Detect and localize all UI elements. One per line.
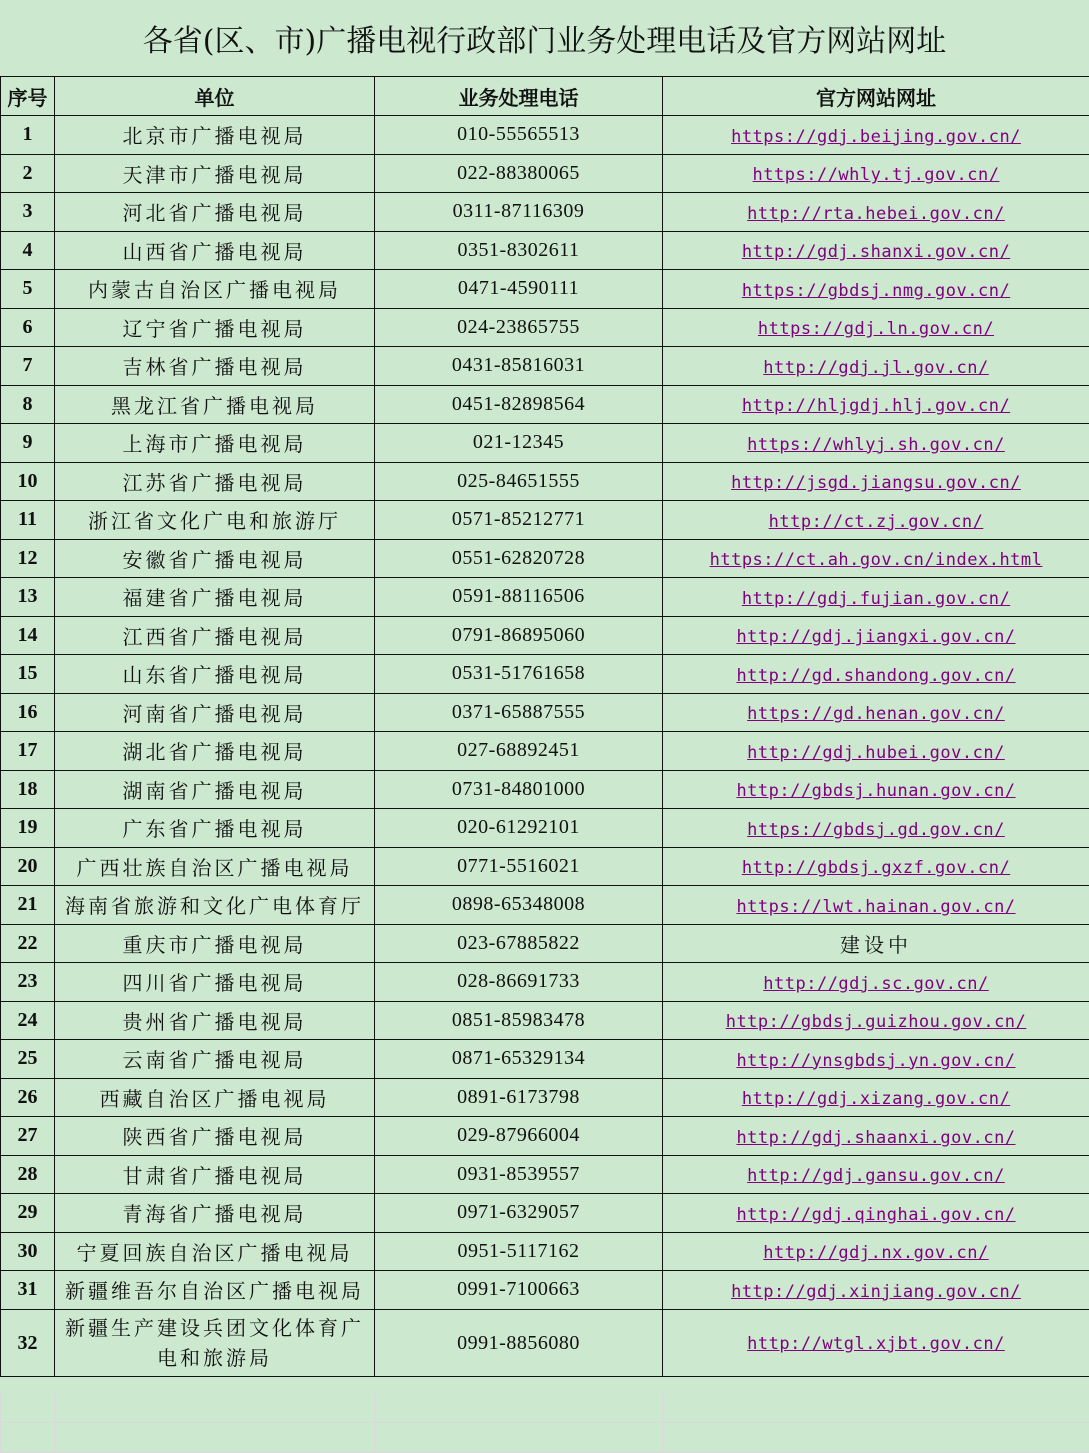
row-phone: 022-88380065 xyxy=(375,154,663,193)
website-link[interactable]: https://lwt.hainan.gov.cn/ xyxy=(736,897,1015,917)
row-phone: 0991-8856080 xyxy=(375,1309,663,1376)
row-website-cell xyxy=(663,655,1089,694)
website-link[interactable]: https://gdj.beijing.gov.cn/ xyxy=(731,127,1021,147)
row-phone: 0451-82898564 xyxy=(375,385,663,424)
row-index: 3 xyxy=(1,193,55,232)
row-unit: 内蒙古自治区广播电视局 xyxy=(55,270,375,309)
row-website-cell xyxy=(663,616,1089,655)
website-link[interactable]: http://gdj.gansu.gov.cn/ xyxy=(747,1166,1005,1186)
table-row xyxy=(1,1194,1089,1233)
row-phone: 023-67885822 xyxy=(375,924,663,963)
website-status: 建设中 xyxy=(840,933,912,957)
row-phone: 010-55565513 xyxy=(375,116,663,155)
row-website-cell xyxy=(663,424,1089,463)
row-phone: 0891-6173798 xyxy=(375,1078,663,1117)
table-header-row xyxy=(1,77,1089,116)
row-unit: 安徽省广播电视局 xyxy=(55,539,375,578)
row-phone: 024-23865755 xyxy=(375,308,663,347)
row-unit: 宁夏回族自治区广播电视局 xyxy=(55,1232,375,1271)
table-row xyxy=(1,424,1089,463)
row-phone: 0851-85983478 xyxy=(375,1001,663,1040)
row-index: 12 xyxy=(1,539,55,578)
row-website-cell xyxy=(663,270,1089,309)
row-website-cell xyxy=(663,809,1089,848)
row-phone: 0471-4590111 xyxy=(375,270,663,309)
row-phone: 027-68892451 xyxy=(375,732,663,771)
website-link[interactable]: https://gdj.ln.gov.cn/ xyxy=(758,319,994,339)
row-unit: 北京市广播电视局 xyxy=(55,116,375,155)
row-unit: 广西壮族自治区广播电视局 xyxy=(55,847,375,886)
row-website-cell xyxy=(663,193,1089,232)
row-index: 18 xyxy=(1,770,55,809)
row-unit: 天津市广播电视局 xyxy=(55,154,375,193)
empty-cell[interactable] xyxy=(663,1393,1089,1423)
row-unit: 浙江省文化广电和旅游厅 xyxy=(55,501,375,540)
row-website-cell xyxy=(663,886,1089,925)
row-phone: 0431-85816031 xyxy=(375,347,663,386)
website-link[interactable]: http://gdj.shaanxi.gov.cn/ xyxy=(736,1128,1015,1148)
row-unit: 西藏自治区广播电视局 xyxy=(55,1078,375,1117)
row-unit: 新疆维吾尔自治区广播电视局 xyxy=(55,1271,375,1310)
website-link[interactable]: http://jsgd.jiangsu.gov.cn/ xyxy=(731,473,1021,493)
row-phone: 0871-65329134 xyxy=(375,1040,663,1079)
row-website-cell xyxy=(663,1194,1089,1233)
header-website: 官方网站网址 xyxy=(663,77,1089,116)
table-row xyxy=(1,231,1089,270)
table-row xyxy=(1,809,1089,848)
table-row xyxy=(1,501,1089,540)
row-phone: 0371-65887555 xyxy=(375,693,663,732)
website-link[interactable]: http://wtgl.xjbt.gov.cn/ xyxy=(747,1334,1005,1354)
table-row xyxy=(1,462,1089,501)
row-index: 32 xyxy=(1,1309,55,1376)
table-row xyxy=(1,847,1089,886)
table-row xyxy=(1,886,1089,925)
website-link[interactable]: https://whlyj.sh.gov.cn/ xyxy=(747,435,1005,455)
table-row xyxy=(1,270,1089,309)
row-index: 5 xyxy=(1,270,55,309)
row-website-cell xyxy=(663,693,1089,732)
empty-cell[interactable] xyxy=(1,1423,55,1453)
row-unit: 上海市广播电视局 xyxy=(55,424,375,463)
table-row xyxy=(1,308,1089,347)
website-link[interactable]: http://gdj.shanxi.gov.cn/ xyxy=(742,242,1010,262)
contact-table xyxy=(0,76,1089,1377)
website-link[interactable]: https://whly.tj.gov.cn/ xyxy=(753,165,1000,185)
row-index: 10 xyxy=(1,462,55,501)
website-link[interactable]: http://gdj.nx.gov.cn/ xyxy=(763,1243,988,1263)
website-link[interactable]: https://gbdsj.nmg.gov.cn/ xyxy=(742,281,1010,301)
row-unit: 福建省广播电视局 xyxy=(55,578,375,617)
table-row xyxy=(1,1155,1089,1194)
table-row xyxy=(1,539,1089,578)
row-phone: 0571-85212771 xyxy=(375,501,663,540)
row-website-cell xyxy=(663,1232,1089,1271)
row-unit: 四川省广播电视局 xyxy=(55,963,375,1002)
row-unit: 河北省广播电视局 xyxy=(55,193,375,232)
row-index: 11 xyxy=(1,501,55,540)
empty-cell[interactable] xyxy=(375,1423,663,1453)
empty-cell[interactable] xyxy=(1,1393,55,1423)
row-unit: 湖北省广播电视局 xyxy=(55,732,375,771)
row-index: 13 xyxy=(1,578,55,617)
row-index: 15 xyxy=(1,655,55,694)
row-website-cell xyxy=(663,462,1089,501)
row-phone: 020-61292101 xyxy=(375,809,663,848)
empty-cell[interactable] xyxy=(55,1423,375,1453)
row-phone: 025-84651555 xyxy=(375,462,663,501)
table-row xyxy=(1,1309,1089,1376)
website-link[interactable]: http://gbdsj.guizhou.gov.cn/ xyxy=(726,1012,1027,1032)
row-website-cell xyxy=(663,732,1089,771)
table-row xyxy=(1,1001,1089,1040)
website-link[interactable]: http://gdj.qinghai.gov.cn/ xyxy=(736,1205,1015,1225)
row-unit: 山西省广播电视局 xyxy=(55,231,375,270)
row-index: 4 xyxy=(1,231,55,270)
website-link[interactable]: http://rta.hebei.gov.cn/ xyxy=(747,204,1005,224)
website-link[interactable]: http://gdj.jiangxi.gov.cn/ xyxy=(736,627,1015,647)
row-unit: 甘肃省广播电视局 xyxy=(55,1155,375,1194)
row-phone: 0591-88116506 xyxy=(375,578,663,617)
row-phone: 0531-51761658 xyxy=(375,655,663,694)
row-unit: 辽宁省广播电视局 xyxy=(55,308,375,347)
row-website-cell xyxy=(663,1001,1089,1040)
row-unit: 重庆市广播电视局 xyxy=(55,924,375,963)
row-website-cell xyxy=(663,347,1089,386)
row-website-cell xyxy=(663,1040,1089,1079)
row-index: 6 xyxy=(1,308,55,347)
row-index: 22 xyxy=(1,924,55,963)
table-row xyxy=(1,1232,1089,1271)
table-row xyxy=(1,924,1089,963)
table-row xyxy=(1,154,1089,193)
row-unit: 贵州省广播电视局 xyxy=(55,1001,375,1040)
row-index: 9 xyxy=(1,424,55,463)
row-website-cell xyxy=(663,154,1089,193)
table-row xyxy=(1,385,1089,424)
website-link[interactable]: https://gbdsj.gd.gov.cn/ xyxy=(747,820,1005,840)
row-phone: 029-87966004 xyxy=(375,1117,663,1156)
website-link[interactable]: http://gdj.sc.gov.cn/ xyxy=(763,974,988,994)
row-index: 19 xyxy=(1,809,55,848)
row-phone: 028-86691733 xyxy=(375,963,663,1002)
row-website-cell xyxy=(663,1117,1089,1156)
row-index: 16 xyxy=(1,693,55,732)
table-row xyxy=(1,963,1089,1002)
row-website-cell xyxy=(663,1078,1089,1117)
row-index: 31 xyxy=(1,1271,55,1310)
table-row xyxy=(1,347,1089,386)
row-unit: 黑龙江省广播电视局 xyxy=(55,385,375,424)
table-row xyxy=(1,1040,1089,1079)
row-website-cell xyxy=(663,385,1089,424)
empty-row xyxy=(1,1393,1089,1423)
website-link[interactable]: http://gdj.hubei.gov.cn/ xyxy=(747,743,1005,763)
row-index: 23 xyxy=(1,963,55,1002)
row-website-cell xyxy=(663,1155,1089,1194)
website-link[interactable]: http://ct.zj.gov.cn/ xyxy=(769,512,984,532)
row-website-cell xyxy=(663,963,1089,1002)
table-row xyxy=(1,1271,1089,1310)
row-unit: 海南省旅游和文化广电体育厅 xyxy=(55,886,375,925)
row-unit: 河南省广播电视局 xyxy=(55,693,375,732)
row-unit: 江苏省广播电视局 xyxy=(55,462,375,501)
website-link[interactable]: http://gdj.jl.gov.cn/ xyxy=(763,358,988,378)
website-link[interactable]: http://hljgdj.hlj.gov.cn/ xyxy=(742,396,1010,416)
row-unit: 吉林省广播电视局 xyxy=(55,347,375,386)
website-link[interactable]: http://gdj.xizang.gov.cn/ xyxy=(742,1089,1010,1109)
row-index: 27 xyxy=(1,1117,55,1156)
table-row xyxy=(1,693,1089,732)
table-row xyxy=(1,1117,1089,1156)
header-unit: 单位 xyxy=(55,77,375,116)
empty-cell[interactable] xyxy=(663,1423,1089,1453)
row-phone: 0971-6329057 xyxy=(375,1194,663,1233)
row-unit: 湖南省广播电视局 xyxy=(55,770,375,809)
website-link[interactable]: https://gd.henan.gov.cn/ xyxy=(747,704,1005,724)
row-index: 24 xyxy=(1,1001,55,1040)
table-row xyxy=(1,1078,1089,1117)
row-unit: 云南省广播电视局 xyxy=(55,1040,375,1079)
website-link[interactable]: http://gdj.fujian.gov.cn/ xyxy=(742,589,1010,609)
row-website-cell xyxy=(663,770,1089,809)
website-link[interactable]: http://gbdsj.gxzf.gov.cn/ xyxy=(742,858,1010,878)
table-row xyxy=(1,732,1089,771)
row-unit: 新疆生产建设兵团文化体育广电和旅游局 xyxy=(55,1309,375,1376)
header-phone: 业务处理电话 xyxy=(375,77,663,116)
empty-row xyxy=(1,1423,1089,1453)
row-website-cell xyxy=(663,308,1089,347)
row-phone: 0731-84801000 xyxy=(375,770,663,809)
row-phone: 0898-65348008 xyxy=(375,886,663,925)
row-unit: 山东省广播电视局 xyxy=(55,655,375,694)
row-index: 25 xyxy=(1,1040,55,1079)
row-phone: 0771-5516021 xyxy=(375,847,663,886)
row-phone: 0311-87116309 xyxy=(375,193,663,232)
row-website-cell xyxy=(663,847,1089,886)
row-website-cell xyxy=(663,1309,1089,1376)
header-index: 序号 xyxy=(1,77,55,116)
page-title: 各省(区、市)广播电视行政部门业务处理电话及官方网站网址 xyxy=(0,0,1089,76)
row-website-cell xyxy=(663,116,1089,155)
website-link[interactable]: http://ynsgbdsj.yn.gov.cn/ xyxy=(736,1051,1015,1071)
table-row xyxy=(1,193,1089,232)
empty-spreadsheet-rows xyxy=(0,1393,1089,1453)
row-website-cell xyxy=(663,539,1089,578)
website-link[interactable]: http://gd.shandong.gov.cn/ xyxy=(736,666,1015,686)
website-link[interactable]: http://gbdsj.hunan.gov.cn/ xyxy=(736,781,1015,801)
table-row xyxy=(1,655,1089,694)
table-row xyxy=(1,616,1089,655)
row-phone: 0931-8539557 xyxy=(375,1155,663,1194)
row-phone: 0951-5117162 xyxy=(375,1232,663,1271)
row-index: 29 xyxy=(1,1194,55,1233)
table-row xyxy=(1,116,1089,155)
row-website-cell xyxy=(663,1271,1089,1310)
table-row xyxy=(1,578,1089,617)
row-unit: 陕西省广播电视局 xyxy=(55,1117,375,1156)
row-website-cell xyxy=(663,231,1089,270)
row-phone: 021-12345 xyxy=(375,424,663,463)
row-index: 8 xyxy=(1,385,55,424)
row-index: 2 xyxy=(1,154,55,193)
empty-cell[interactable] xyxy=(55,1393,375,1423)
table-row xyxy=(1,770,1089,809)
row-index: 28 xyxy=(1,1155,55,1194)
row-index: 1 xyxy=(1,116,55,155)
row-index: 17 xyxy=(1,732,55,771)
row-website-cell xyxy=(663,924,1089,963)
row-index: 26 xyxy=(1,1078,55,1117)
row-phone: 0351-8302611 xyxy=(375,231,663,270)
row-index: 7 xyxy=(1,347,55,386)
row-phone: 0991-7100663 xyxy=(375,1271,663,1310)
row-website-cell xyxy=(663,501,1089,540)
empty-cell[interactable] xyxy=(375,1393,663,1423)
row-phone: 0791-86895060 xyxy=(375,616,663,655)
row-unit: 广东省广播电视局 xyxy=(55,809,375,848)
row-phone: 0551-62820728 xyxy=(375,539,663,578)
row-index: 14 xyxy=(1,616,55,655)
row-unit: 江西省广播电视局 xyxy=(55,616,375,655)
website-link[interactable]: http://gdj.xinjiang.gov.cn/ xyxy=(731,1282,1021,1302)
row-index: 30 xyxy=(1,1232,55,1271)
row-website-cell xyxy=(663,578,1089,617)
website-link[interactable]: https://ct.ah.gov.cn/index.html xyxy=(710,550,1043,570)
row-unit: 青海省广播电视局 xyxy=(55,1194,375,1233)
row-index: 21 xyxy=(1,886,55,925)
row-index: 20 xyxy=(1,847,55,886)
